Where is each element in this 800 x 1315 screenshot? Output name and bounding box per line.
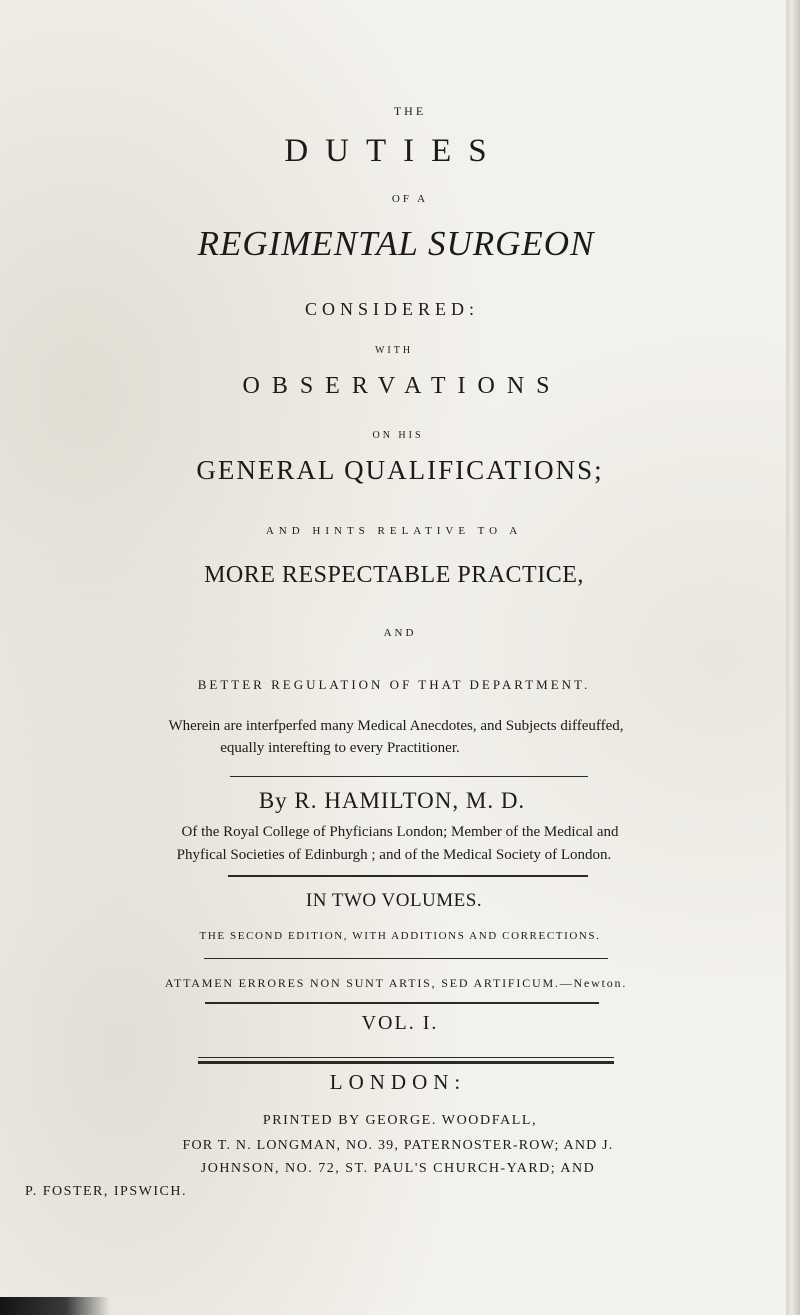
corner-shadow	[0, 1297, 110, 1315]
affiliation-line-2: Phyfical Societies of Edinburgh ; and of the Medical Society of London.	[176, 847, 612, 863]
for-line-2: JOHNSON, NO. 72, ST. PAUL'S CHURCH-YARD; AND	[200, 1161, 596, 1176]
general-qualifications-heading: GENERAL QUALIFICATIONS;	[196, 455, 604, 485]
divider-rule-4	[205, 1002, 599, 1004]
better-regulation-text: BETTER REGULATION OF THAT DEPARTMENT.	[197, 677, 591, 692]
on-his-text: ON HIS	[372, 430, 424, 441]
the-heading: THE	[393, 104, 427, 118]
edition-line: THE SECOND EDITION, WITH ADDITIONS AND CORRECTIONS.	[199, 930, 601, 942]
divider-rule-3	[204, 958, 608, 959]
more-respectable-practice-heading: MORE RESPECTABLE PRACTICE,	[204, 562, 584, 588]
affiliation-line-1: Of the Royal College of Phyficians London; Member of the Medical and	[181, 824, 619, 840]
volumes-line: IN TWO VOLUMES.	[305, 890, 483, 911]
author-line: By R. HAMILTON, M. D.	[258, 788, 526, 813]
and-hints-text: AND HINTS RELATIVE TO A	[265, 525, 523, 537]
divider-rule-2	[228, 875, 588, 877]
printed-by-line: PRINTED BY GEORGE. WOODFALL,	[262, 1113, 538, 1128]
wherein-line-2: equally interefting to every Practitioner.	[220, 740, 460, 756]
regimental-surgeon-title: REGIMENTAL SURGEON	[197, 224, 595, 263]
divider-rule-1	[230, 776, 588, 777]
observations-heading: OBSERVATIONS	[242, 373, 562, 399]
divider-rule-5a	[198, 1057, 614, 1058]
and-text: AND	[383, 627, 417, 639]
divider-rule-5b	[198, 1061, 614, 1064]
epigraph-line: ATTAMEN ERRORES NON SUNT ARTIS, SED ARTIFICUM.—Newton.	[164, 976, 628, 990]
volume-number: VOL. I.	[361, 1012, 439, 1034]
considered-text: CONSIDERED:	[304, 299, 479, 319]
duties-heading: DUTIES	[284, 133, 504, 169]
wherein-line-1: Wherein are interfperfed many Medical Anecdotes, and Subjects diffeuffed,	[168, 718, 624, 734]
of-a-text: OF A	[391, 193, 429, 205]
for-line-1: FOR T. N. LONGMAN, NO. 39, PATERNOSTER-ROW; AND J.	[182, 1138, 614, 1153]
with-text: WITH	[374, 345, 414, 356]
london-place: LONDON:	[329, 1070, 467, 1094]
for-line-3: P. FOSTER, IPSWICH.	[25, 1184, 187, 1199]
